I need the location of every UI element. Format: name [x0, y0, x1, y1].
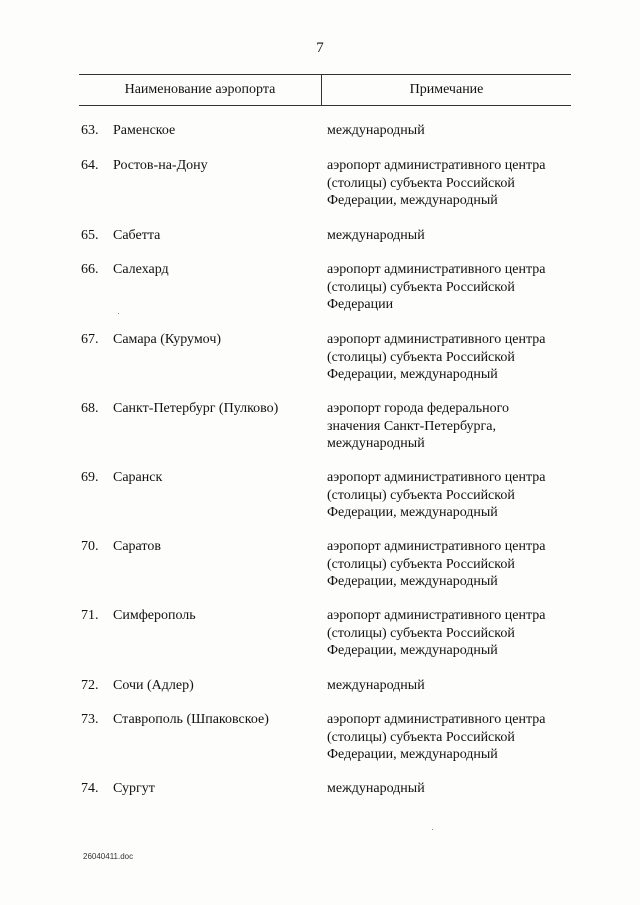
- airport-note: аэропорт города федерального значения Санкт-Петербурга, международный: [327, 401, 510, 451]
- airport-note: аэропорт административного центра (столицы) субъекта Российской Федерации, международный: [327, 470, 546, 520]
- row-number: 70.: [81, 539, 99, 554]
- airport-note: международный: [327, 678, 425, 693]
- airport-name: Сочи (Адлер): [113, 678, 194, 693]
- airport-name: Сабетта: [113, 228, 161, 243]
- header-note: Примечание: [409, 82, 484, 97]
- row-number: 67.: [81, 332, 99, 347]
- header-airport-name: Наименование аэропорта: [124, 82, 276, 97]
- airport-note: аэропорт административного центра (столицы) субъекта Российской Федерации, международный: [327, 539, 546, 589]
- table-header: [79, 74, 571, 106]
- scan-speck: [118, 313, 119, 314]
- airport-note: аэропорт административного центра (столицы) субъекта Российской Федерации, международный: [327, 332, 546, 382]
- document-filename: 26040411.doc: [83, 852, 134, 861]
- row-number: 69.: [81, 470, 99, 485]
- airport-name: Саратов: [113, 539, 161, 554]
- row-number: 74.: [81, 781, 99, 796]
- airport-name: Симферополь: [113, 608, 196, 623]
- airport-note: аэропорт административного центра (столицы) субъекта Российской Федерации: [327, 262, 546, 312]
- row-number: 68.: [81, 401, 99, 416]
- airport-name: Сургут: [113, 781, 155, 796]
- airport-name: Санкт-Петербург (Пулково): [113, 401, 279, 416]
- row-number: 63.: [81, 123, 99, 138]
- airport-name: Ставрополь (Шпаковское): [113, 712, 269, 727]
- airport-name: Раменское: [113, 123, 176, 138]
- row-number: 73.: [81, 712, 99, 727]
- airport-note: аэропорт административного центра (столицы) субъекта Российской Федерации, международный: [327, 712, 546, 762]
- airport-name: Саранск: [113, 470, 163, 485]
- row-number: 65.: [81, 228, 99, 243]
- airport-note: международный: [327, 123, 425, 138]
- airport-note: международный: [327, 781, 425, 796]
- row-number: 64.: [81, 158, 99, 173]
- row-number: 72.: [81, 678, 99, 693]
- airport-note: аэропорт административного центра (столицы) субъекта Российской Федерации, международный: [327, 158, 546, 208]
- airport-name: Самара (Курумоч): [113, 332, 222, 347]
- row-number: 66.: [81, 262, 99, 277]
- airport-note: аэропорт административного центра (столицы) субъекта Российской Федерации, международный: [327, 608, 546, 658]
- row-number: 71.: [81, 608, 99, 623]
- airport-note: международный: [327, 228, 425, 243]
- airport-name: Салехард: [113, 262, 169, 277]
- airport-name: Ростов-на-Дону: [113, 158, 208, 173]
- scan-speck: [432, 829, 433, 830]
- page-number: 7: [316, 40, 324, 56]
